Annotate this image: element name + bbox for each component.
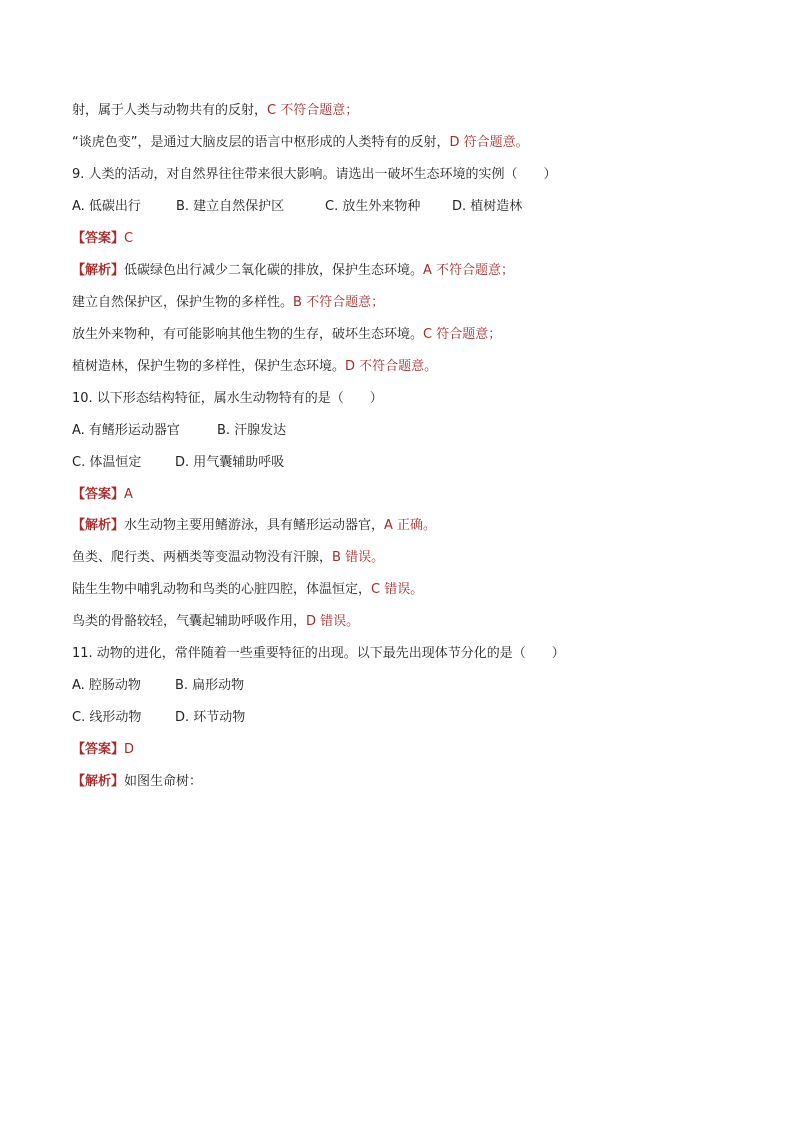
option-b: B. 扁形动物: [175, 678, 245, 693]
option-d: D. 环节动物: [175, 710, 246, 725]
analysis-label: 【解析】: [72, 263, 125, 278]
question-9-analysis-line: [72, 294, 384, 312]
question-10-analysis-line: [72, 613, 359, 631]
analysis-text: 植树造林，保护生物的多样性，保护生态环境。: [72, 359, 346, 374]
question-10-options: [72, 454, 284, 472]
analysis-text: 鱼类、爬行类、两栖类等变温动物没有汗腺，: [72, 550, 333, 565]
question-11-stem: 11. 动物的进化，常伴随着一些重要特征的出现。以下最先出现体节分化的是（ ）: [72, 646, 565, 661]
text-segment: 射，属于人类与动物共有的反射，: [72, 103, 268, 118]
analysis-verdict: C 符合题意；: [423, 327, 502, 342]
question-10-stem: 10. 以下形态结构特征，属水生动物特有的是（ ）: [72, 391, 383, 406]
analysis-label: 【解析】: [72, 774, 125, 789]
analysis-text: 水生动物主要用鳍游泳，具有鳍形运动器官，: [124, 518, 385, 533]
text-segment-red: C 不符合题意；: [267, 103, 359, 118]
analysis-text: 陆生生物中哺乳动物和鸟类的心脏四腔，体温恒定，: [72, 582, 372, 597]
option-b: B. 汗腺发达: [217, 423, 287, 438]
analysis-text: 建立自然保护区，保护生物的多样性。: [72, 295, 294, 310]
text-segment: “谈虎色变”，是通过大脑皮层的语言中枢形成的人类特有的反射，: [72, 135, 450, 150]
question-10-answer: [72, 486, 133, 504]
analysis-verdict: D 错误。: [306, 614, 360, 629]
answer-label: 【答案】: [72, 742, 125, 757]
question-10-analysis-line: [72, 581, 423, 599]
analysis-text: 如图生命树：: [124, 774, 203, 789]
answer-value: C: [124, 231, 134, 246]
question-11-options: [72, 677, 244, 695]
question-9-stem: 9. 人类的活动，对自然界往往带来很大影响。请选出一破坏生态环境的实例（ ）: [72, 167, 557, 182]
question-9-answer: [72, 230, 133, 248]
analysis-verdict: A 正确。: [384, 518, 437, 533]
analysis-text: 放生外来物种，有可能影响其他生物的生存，破坏生态环境。: [72, 327, 424, 342]
option-c: C. 体温恒定: [72, 455, 142, 470]
option-a: A. 有鳍形运动器官: [72, 423, 180, 438]
question-9-analysis-line: [72, 358, 437, 376]
answer-label: 【答案】: [72, 487, 125, 502]
text-segment-red: D 符合题意。: [449, 135, 529, 150]
answer-value: D: [124, 742, 135, 757]
question-9-analysis-line: [72, 262, 514, 280]
question-9-options: [72, 198, 522, 216]
question-11-answer: [72, 741, 134, 759]
analysis-verdict: D 不符合题意。: [345, 359, 438, 374]
question-9-analysis-line: [72, 326, 501, 344]
option-d: D. 用气囊辅助呼吸: [175, 455, 285, 470]
analysis-verdict: B 不符合题意；: [293, 295, 385, 310]
analysis-verdict: C 错误。: [371, 582, 424, 597]
answer-label: 【答案】: [72, 231, 125, 246]
option-d: D. 植树造林: [452, 199, 523, 214]
analysis-verdict: A 不符合题意；: [423, 263, 515, 278]
analysis-label: 【解析】: [72, 518, 125, 533]
text-line: [72, 102, 358, 120]
question-11-options: [72, 709, 245, 727]
option-b: B. 建立自然保护区: [176, 199, 285, 214]
option-a: A. 低碳出行: [72, 199, 141, 214]
question-10-analysis-line: [72, 517, 436, 535]
question-10-options: [72, 422, 286, 440]
option-a: A. 腔肠动物: [72, 678, 141, 693]
question-10-analysis-line: [72, 549, 384, 567]
option-c: C. 放生外来物种: [325, 199, 421, 214]
option-c: C. 线形动物: [72, 710, 142, 725]
analysis-text: 鸟类的骨骼较轻，气囊起辅助呼吸作用，: [72, 614, 307, 629]
analysis-verdict: B 错误。: [332, 550, 385, 565]
question-11-analysis-line: [72, 773, 202, 791]
text-line: [72, 134, 529, 152]
answer-value: A: [124, 487, 133, 502]
analysis-text: 低碳绿色出行减少二氧化碳的排放，保护生态环境。: [124, 263, 424, 278]
